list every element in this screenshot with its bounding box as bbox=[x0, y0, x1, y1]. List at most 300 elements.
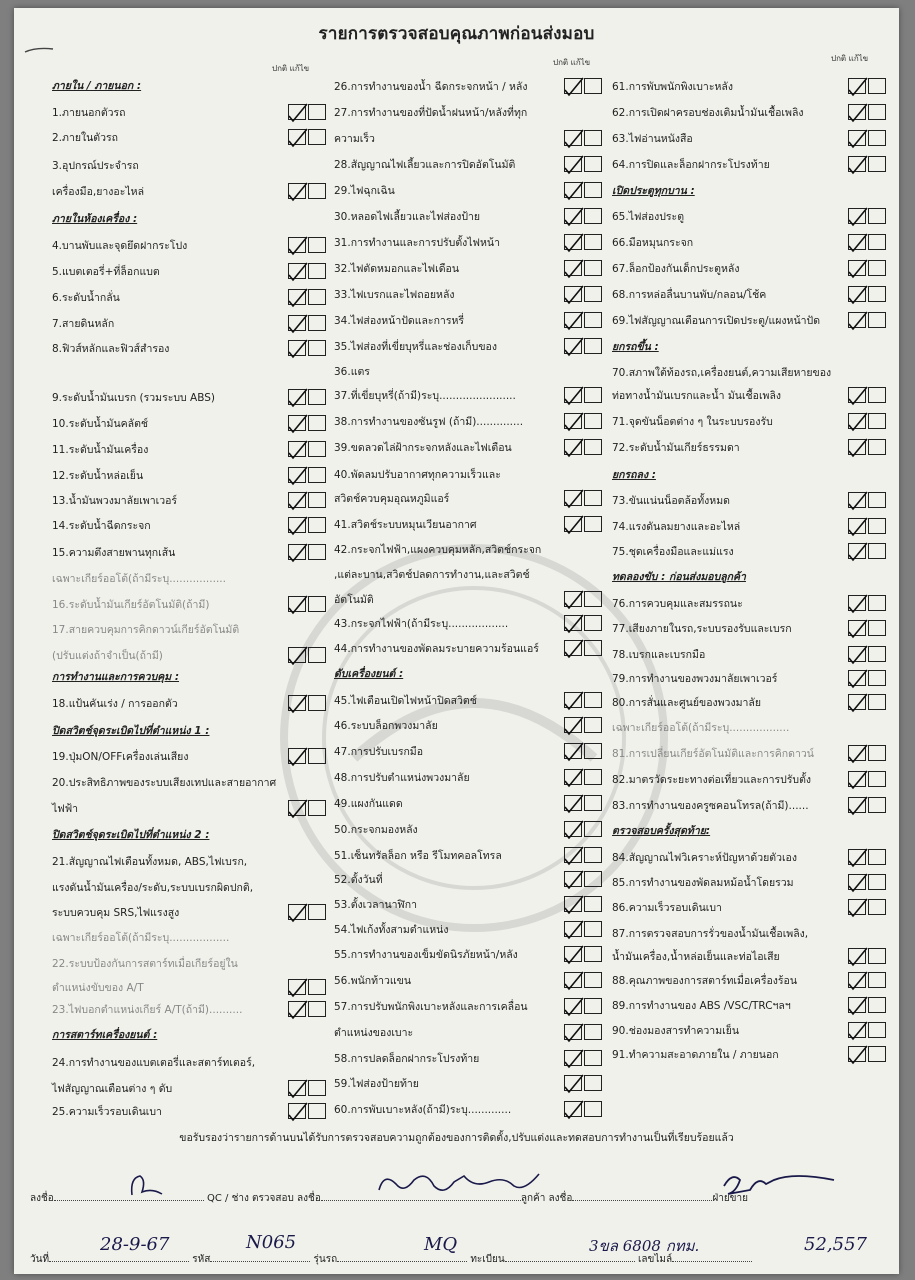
normal-checkbox[interactable] bbox=[288, 129, 306, 145]
normal-checkbox[interactable] bbox=[848, 543, 866, 559]
corrected-checkbox[interactable] bbox=[584, 490, 602, 506]
normal-checkbox[interactable] bbox=[564, 182, 582, 198]
normal-checkbox[interactable] bbox=[848, 234, 866, 250]
normal-checkbox[interactable] bbox=[564, 896, 582, 912]
normal-checkbox[interactable] bbox=[288, 237, 306, 253]
page-title: รายการตรวจสอบคุณภาพก่อนส่งมอบ bbox=[318, 24, 595, 44]
normal-checkbox[interactable] bbox=[564, 871, 582, 887]
col1-item-label: 13.น้ำมันพวงมาลัยเพาเวอร์ bbox=[52, 495, 178, 507]
corrected-checkbox[interactable] bbox=[868, 260, 886, 276]
col3-item-label: 83.การทำงานของครูซคอนโทรล(ถ้ามี)...... bbox=[612, 800, 809, 812]
col3-item-label: 64.การปิดและล็อกฝากระโปรงท้าย bbox=[612, 159, 770, 171]
normal-checkbox[interactable] bbox=[564, 1101, 582, 1117]
col2-checkbox-group bbox=[564, 1024, 606, 1040]
col2-item-label: ,แต่ละบาน,สวิตช์ปลดการทำงาน,และสวิตช์ bbox=[334, 569, 530, 581]
corrected-checkbox[interactable] bbox=[584, 972, 602, 988]
col1-item-label: 11.ระดับน้ำมันเครื่อง bbox=[52, 444, 149, 456]
col1-item-label: ปิดสวิตช์จุดระเบิดไปที่ตำแหน่ง 1 : bbox=[52, 725, 210, 737]
col1-item-label: ภายในห้องเครื่อง : bbox=[52, 213, 138, 225]
normal-checkbox[interactable] bbox=[848, 595, 866, 611]
col2-item-label: 60.การพับเบาะหลัง(ถ้ามี)ระบุ............. bbox=[334, 1104, 512, 1116]
normal-checkbox[interactable] bbox=[564, 692, 582, 708]
col3-checkbox-group bbox=[848, 260, 890, 276]
corrected-checkbox[interactable] bbox=[868, 312, 886, 328]
corrected-checkbox[interactable] bbox=[308, 415, 326, 431]
col2-item-label: 36.แตร bbox=[334, 366, 370, 378]
col3-item-label: 61.การพับพนักพิงเบาะหลัง bbox=[612, 81, 733, 93]
normal-checkbox[interactable] bbox=[288, 904, 306, 920]
col2-item-label: 55.การทำงานของเข็มขัดนิรภัยหน้า/หลัง bbox=[334, 949, 518, 961]
normal-checkbox[interactable] bbox=[288, 695, 306, 711]
normal-checkbox[interactable] bbox=[564, 795, 582, 811]
corrected-checkbox[interactable] bbox=[868, 849, 886, 865]
normal-checkbox[interactable] bbox=[288, 979, 306, 995]
corrected-checkbox[interactable] bbox=[584, 156, 602, 172]
corrected-checkbox[interactable] bbox=[308, 289, 326, 305]
corrected-checkbox[interactable] bbox=[584, 743, 602, 759]
normal-checkbox[interactable] bbox=[848, 413, 866, 429]
corrected-checkbox[interactable] bbox=[584, 847, 602, 863]
col2-checkbox-group bbox=[564, 286, 606, 302]
normal-checkbox[interactable] bbox=[848, 797, 866, 813]
col2-checkbox-group bbox=[564, 387, 606, 403]
check-mark-icon bbox=[563, 233, 585, 253]
normal-checkbox[interactable] bbox=[564, 946, 582, 962]
col3-checkbox-group bbox=[848, 1046, 890, 1062]
mileage-label: เลขไมล์ bbox=[637, 1254, 673, 1265]
normal-checkbox[interactable] bbox=[848, 130, 866, 146]
normal-checkbox[interactable] bbox=[848, 208, 866, 224]
normal-checkbox[interactable] bbox=[288, 104, 306, 120]
col3-item-label: 77.เสียงภายในรถ,ระบบรองรับและเบรก bbox=[612, 623, 792, 635]
normal-checkbox[interactable] bbox=[564, 821, 582, 837]
corrected-checkbox[interactable] bbox=[584, 946, 602, 962]
normal-checkbox[interactable] bbox=[564, 208, 582, 224]
normal-checkbox[interactable] bbox=[564, 387, 582, 403]
corrected-checkbox[interactable] bbox=[868, 543, 886, 559]
col1-item-label: 3.อุปกรณ์ประจำรถ bbox=[52, 160, 139, 172]
normal-checkbox[interactable] bbox=[564, 743, 582, 759]
col3-item-label: 65.ไฟส่องประตู bbox=[612, 211, 685, 223]
col3-checkbox-group bbox=[848, 595, 890, 611]
normal-checkbox[interactable] bbox=[288, 183, 306, 199]
corrected-checkbox[interactable] bbox=[868, 234, 886, 250]
check-mark-icon bbox=[287, 978, 309, 998]
corrected-checkbox[interactable] bbox=[308, 748, 326, 764]
check-mark-icon bbox=[847, 1045, 869, 1065]
normal-checkbox[interactable] bbox=[848, 646, 866, 662]
corrected-checkbox[interactable] bbox=[584, 795, 602, 811]
normal-checkbox[interactable] bbox=[288, 1001, 306, 1017]
col2-checkbox-group bbox=[564, 182, 606, 198]
signature-customer bbox=[374, 1166, 544, 1202]
col2-checkbox-group bbox=[564, 1050, 606, 1066]
col1-checkbox-group bbox=[288, 415, 330, 431]
corrected-checkbox[interactable] bbox=[308, 263, 326, 279]
normal-checkbox[interactable] bbox=[564, 413, 582, 429]
corrected-checkbox[interactable] bbox=[308, 467, 326, 483]
normal-checkbox[interactable] bbox=[848, 156, 866, 172]
normal-checkbox[interactable] bbox=[288, 340, 306, 356]
corrected-checkbox[interactable] bbox=[308, 1080, 326, 1096]
corrected-checkbox[interactable] bbox=[584, 413, 602, 429]
normal-checkbox[interactable] bbox=[564, 717, 582, 733]
normal-checkbox[interactable] bbox=[848, 972, 866, 988]
normal-checkbox[interactable] bbox=[848, 492, 866, 508]
check-mark-icon bbox=[563, 1100, 585, 1120]
check-mark-icon bbox=[847, 645, 869, 665]
col2-item-label: 56.พนักท้าวแขน bbox=[334, 975, 411, 987]
normal-checkbox[interactable] bbox=[848, 104, 866, 120]
col3-item-label: 67.ล็อกป้องกันเด็กประตูหลัง bbox=[612, 263, 740, 275]
normal-checkbox[interactable] bbox=[564, 615, 582, 631]
col3-checkbox-group bbox=[848, 620, 890, 636]
corrected-checkbox[interactable] bbox=[308, 596, 326, 612]
corrected-checkbox[interactable] bbox=[868, 771, 886, 787]
col2-item-label: 40.พัดลมปรับอากาศทุกความเร็วและ bbox=[334, 469, 501, 481]
corrected-checkbox[interactable] bbox=[584, 1024, 602, 1040]
col1-checkbox-group bbox=[288, 237, 330, 253]
check-mark-icon bbox=[563, 1074, 585, 1094]
corrected-checkbox[interactable] bbox=[868, 595, 886, 611]
normal-checkbox[interactable] bbox=[848, 849, 866, 865]
corrected-checkbox[interactable] bbox=[868, 492, 886, 508]
normal-checkbox[interactable] bbox=[564, 260, 582, 276]
corrected-checkbox[interactable] bbox=[584, 182, 602, 198]
corrected-checkbox[interactable] bbox=[868, 972, 886, 988]
corrected-checkbox[interactable] bbox=[868, 413, 886, 429]
corrected-checkbox[interactable] bbox=[868, 130, 886, 146]
col3-item-label: 86.ความเร็วรอบเดินเบา bbox=[612, 902, 722, 914]
normal-checkbox[interactable] bbox=[288, 415, 306, 431]
check-mark-icon bbox=[847, 947, 869, 967]
normal-checkbox[interactable] bbox=[848, 670, 866, 686]
check-mark-icon bbox=[847, 996, 869, 1016]
normal-checkbox[interactable] bbox=[288, 263, 306, 279]
normal-checkbox[interactable] bbox=[848, 771, 866, 787]
check-mark-icon bbox=[563, 489, 585, 509]
col1-item-label: 12.ระดับน้ำหล่อเย็น bbox=[52, 470, 144, 482]
corrected-checkbox[interactable] bbox=[584, 896, 602, 912]
check-mark-icon bbox=[287, 491, 309, 511]
col2-item-label: 31.การทำงานและการปรับตั้งไฟหน้า bbox=[334, 237, 500, 249]
check-mark-icon bbox=[847, 285, 869, 305]
col2-checkbox-group bbox=[564, 439, 606, 455]
check-mark-icon bbox=[287, 903, 309, 923]
normal-checkbox[interactable] bbox=[848, 899, 866, 915]
col1-item-label: เฉพาะเกียร์ออโต้(ถ้ามีระบุ................. bbox=[52, 573, 226, 585]
corrected-checkbox[interactable] bbox=[308, 1103, 326, 1119]
normal-checkbox[interactable] bbox=[848, 518, 866, 534]
corrected-checkbox[interactable] bbox=[584, 312, 602, 328]
corrected-checkbox[interactable] bbox=[308, 544, 326, 560]
col2-item-label: 33.ไฟเบรกและไฟถอยหลัง bbox=[334, 289, 455, 301]
check-mark-icon bbox=[563, 639, 585, 659]
normal-checkbox[interactable] bbox=[288, 647, 306, 663]
col3-checkbox-group bbox=[848, 518, 890, 534]
corrected-checkbox[interactable] bbox=[584, 1075, 602, 1091]
col1-item-label: 25.ความเร็วรอบเดินเบา bbox=[52, 1106, 162, 1118]
normal-checkbox[interactable] bbox=[288, 492, 306, 508]
col1-item-label: ไฟสัญญาณเตือนต่าง ๆ ดับ bbox=[52, 1083, 173, 1095]
normal-checkbox[interactable] bbox=[564, 769, 582, 785]
normal-checkbox[interactable] bbox=[848, 1046, 866, 1062]
col3-item-label: 76.การควบคุมและสมรรถนะ bbox=[612, 598, 743, 610]
col3-checkbox-group bbox=[848, 312, 890, 328]
check-mark-icon bbox=[287, 1079, 309, 1099]
corrected-checkbox[interactable] bbox=[308, 647, 326, 663]
check-mark-icon bbox=[563, 1049, 585, 1069]
col2-checkbox-group bbox=[564, 130, 606, 146]
normal-checkbox[interactable] bbox=[564, 286, 582, 302]
normal-checkbox[interactable] bbox=[848, 260, 866, 276]
corrected-checkbox[interactable] bbox=[584, 208, 602, 224]
corrected-checkbox[interactable] bbox=[584, 338, 602, 354]
check-mark-icon bbox=[847, 129, 869, 149]
normal-checkbox[interactable] bbox=[288, 315, 306, 331]
corrected-checkbox[interactable] bbox=[868, 694, 886, 710]
normal-checkbox[interactable] bbox=[848, 439, 866, 455]
corrected-checkbox[interactable] bbox=[584, 769, 602, 785]
normal-checkbox[interactable] bbox=[848, 1022, 866, 1038]
col2-checkbox-group bbox=[564, 743, 606, 759]
col1-checkbox-group bbox=[288, 1103, 330, 1119]
corrected-checkbox[interactable] bbox=[308, 441, 326, 457]
corrected-checkbox[interactable] bbox=[868, 874, 886, 890]
col2-item-label: 27.การทำงานของที่ปัดน้ำฝนหน้า/หลังที่ทุก bbox=[334, 107, 528, 119]
normal-checkbox[interactable] bbox=[288, 1103, 306, 1119]
corrected-checkbox[interactable] bbox=[868, 745, 886, 761]
corrected-checkbox[interactable] bbox=[868, 78, 886, 94]
check-mark-icon bbox=[563, 768, 585, 788]
col1-checkbox-group bbox=[288, 289, 330, 305]
normal-checkbox[interactable] bbox=[288, 289, 306, 305]
check-mark-icon bbox=[563, 997, 585, 1017]
check-mark-icon bbox=[287, 1000, 309, 1020]
signature-sales bbox=[714, 1166, 844, 1200]
date-value: 28-9-67 bbox=[100, 1234, 170, 1255]
normal-checkbox[interactable] bbox=[564, 847, 582, 863]
col3-item-label: ท่อทางน้ำมันเบรกและน้ำ มันเชื้อเพลิง bbox=[612, 390, 782, 402]
check-mark-icon bbox=[847, 542, 869, 562]
normal-checkbox[interactable] bbox=[564, 130, 582, 146]
corrected-checkbox[interactable] bbox=[308, 695, 326, 711]
corrected-checkbox[interactable] bbox=[584, 286, 602, 302]
corrected-checkbox[interactable] bbox=[584, 921, 602, 937]
col3-item-label: 89.การทำงานของ ABS /VSC/TRCฯลฯ bbox=[612, 1000, 791, 1012]
normal-checkbox[interactable] bbox=[564, 156, 582, 172]
normal-checkbox[interactable] bbox=[848, 387, 866, 403]
normal-checkbox[interactable] bbox=[848, 694, 866, 710]
check-mark-icon bbox=[563, 311, 585, 331]
col2-checkbox-group bbox=[564, 692, 606, 708]
corrected-checkbox[interactable] bbox=[584, 234, 602, 250]
corrected-checkbox[interactable] bbox=[308, 237, 326, 253]
corrected-checkbox[interactable] bbox=[308, 904, 326, 920]
normal-checkbox[interactable] bbox=[564, 972, 582, 988]
customer-label: ลูกค้า bbox=[520, 1193, 546, 1204]
corrected-checkbox[interactable] bbox=[868, 620, 886, 636]
corrected-checkbox[interactable] bbox=[868, 670, 886, 686]
col2-item-label: 42.กระจกไฟฟ้า,แผงควบคุมหลัก,สวิตช์กระจก bbox=[334, 544, 542, 556]
corrected-checkbox[interactable] bbox=[584, 260, 602, 276]
corrected-checkbox[interactable] bbox=[584, 640, 602, 656]
normal-checkbox[interactable] bbox=[288, 467, 306, 483]
corrected-checkbox[interactable] bbox=[308, 979, 326, 995]
col2-item-label: 50.กระจกมองหลัง bbox=[334, 824, 418, 836]
col2-item-label: 53.ตั้งเวลานาฬิกา bbox=[334, 899, 417, 911]
corrected-checkbox[interactable] bbox=[308, 492, 326, 508]
normal-checkbox[interactable] bbox=[564, 78, 582, 94]
corrected-checkbox[interactable] bbox=[584, 821, 602, 837]
corrected-checkbox[interactable] bbox=[308, 1001, 326, 1017]
corrected-checkbox[interactable] bbox=[584, 1050, 602, 1066]
normal-checkbox[interactable] bbox=[848, 874, 866, 890]
corrected-checkbox[interactable] bbox=[308, 129, 326, 145]
normal-checkbox[interactable] bbox=[848, 745, 866, 761]
normal-checkbox[interactable] bbox=[564, 640, 582, 656]
corrected-checkbox[interactable] bbox=[868, 997, 886, 1013]
check-mark-icon bbox=[563, 181, 585, 201]
normal-checkbox[interactable] bbox=[564, 1075, 582, 1091]
corrected-checkbox[interactable] bbox=[584, 516, 602, 532]
model-value: MQ bbox=[424, 1234, 458, 1255]
check-mark-icon bbox=[563, 285, 585, 305]
check-mark-icon bbox=[287, 103, 309, 123]
col2-item-label: 48.การปรับตำแหน่งพวงมาลัย bbox=[334, 772, 470, 784]
corrected-checkbox[interactable] bbox=[584, 130, 602, 146]
normal-checkbox[interactable] bbox=[288, 1080, 306, 1096]
corrected-checkbox[interactable] bbox=[584, 871, 602, 887]
corrected-checkbox[interactable] bbox=[868, 208, 886, 224]
normal-checkbox[interactable] bbox=[564, 1024, 582, 1040]
col1-item-label: 17.สายควบคุมการคิกดาวน์เกียร์อัตโนมัติ bbox=[52, 624, 240, 636]
col1-item-label: 9.ระดับน้ำมันเบรก (รวมระบบ ABS) bbox=[52, 392, 216, 404]
signature-qc bbox=[122, 1170, 172, 1200]
corrected-checkbox[interactable] bbox=[584, 387, 602, 403]
sign-label-sales: ลงชื่อ bbox=[548, 1193, 573, 1204]
normal-checkbox[interactable] bbox=[564, 516, 582, 532]
col2-checkbox-group bbox=[564, 260, 606, 276]
corrected-checkbox[interactable] bbox=[308, 183, 326, 199]
normal-checkbox[interactable] bbox=[288, 544, 306, 560]
normal-checkbox[interactable] bbox=[848, 948, 866, 964]
check-mark-icon bbox=[287, 182, 309, 202]
corrected-checkbox[interactable] bbox=[868, 518, 886, 534]
normal-checkbox[interactable] bbox=[288, 748, 306, 764]
corrected-checkbox[interactable] bbox=[868, 646, 886, 662]
normal-checkbox[interactable] bbox=[848, 312, 866, 328]
corrected-checkbox[interactable] bbox=[868, 1046, 886, 1062]
col1-checkbox-group bbox=[288, 1080, 330, 1096]
corrected-checkbox[interactable] bbox=[584, 692, 602, 708]
corrected-checkbox[interactable] bbox=[584, 1101, 602, 1117]
check-mark-icon bbox=[563, 971, 585, 991]
corrected-checkbox[interactable] bbox=[308, 340, 326, 356]
normal-checkbox[interactable] bbox=[848, 620, 866, 636]
corrected-checkbox[interactable] bbox=[584, 78, 602, 94]
corrected-checkbox[interactable] bbox=[868, 439, 886, 455]
check-mark-icon bbox=[847, 77, 869, 97]
normal-checkbox[interactable] bbox=[564, 338, 582, 354]
corrected-checkbox[interactable] bbox=[308, 517, 326, 533]
col1-item-label: ไฟฟ้า bbox=[52, 803, 79, 815]
col3-checkbox-group bbox=[848, 543, 890, 559]
corrected-checkbox[interactable] bbox=[308, 104, 326, 120]
col1-checkbox-group bbox=[288, 904, 330, 920]
corrected-checkbox[interactable] bbox=[308, 389, 326, 405]
normal-checkbox[interactable] bbox=[564, 234, 582, 250]
corrected-checkbox[interactable] bbox=[584, 717, 602, 733]
corrected-checkbox[interactable] bbox=[868, 104, 886, 120]
col3-checkbox-group bbox=[848, 208, 890, 224]
col1-item-label: 18.แป้นคันเร่ง / การออกตัว bbox=[52, 698, 178, 710]
col2-item-label: 29.ไฟฉุกเฉิน bbox=[334, 185, 395, 197]
normal-checkbox[interactable] bbox=[564, 591, 582, 607]
col3-checkbox-group bbox=[848, 387, 890, 403]
col3-checkbox-group bbox=[848, 797, 890, 813]
check-mark-icon bbox=[287, 595, 309, 615]
plate-label: ทะเบียน bbox=[470, 1254, 505, 1265]
col3-item-label: 85.การทำงานของพัดลมหม้อน้ำโดยรวม bbox=[612, 877, 794, 889]
normal-checkbox[interactable] bbox=[564, 998, 582, 1014]
col2-checkbox-group bbox=[564, 338, 606, 354]
normal-checkbox[interactable] bbox=[288, 596, 306, 612]
col3-item-label: 72.ระดับน้ำมันเกียร์ธรรมดา bbox=[612, 442, 740, 454]
corrected-checkbox[interactable] bbox=[584, 439, 602, 455]
normal-checkbox[interactable] bbox=[848, 997, 866, 1013]
col2-checkbox-group bbox=[564, 821, 606, 837]
check-mark-icon bbox=[563, 742, 585, 762]
normal-checkbox[interactable] bbox=[848, 286, 866, 302]
normal-checkbox[interactable] bbox=[564, 490, 582, 506]
normal-checkbox[interactable] bbox=[564, 439, 582, 455]
normal-checkbox[interactable] bbox=[848, 78, 866, 94]
corrected-checkbox[interactable] bbox=[308, 315, 326, 331]
col2-item-label: 54.ไฟเก้งทั้งสามตำแหน่ง bbox=[334, 924, 449, 936]
corrected-checkbox[interactable] bbox=[868, 899, 886, 915]
check-mark-icon bbox=[287, 466, 309, 486]
corrected-checkbox[interactable] bbox=[868, 797, 886, 813]
col1-item-label: ตำแหน่งขับของ A/T bbox=[52, 982, 144, 994]
corrected-checkbox[interactable] bbox=[584, 615, 602, 631]
col1-item-label: 4.บานพับและจุดยึดฝากระโปง bbox=[52, 240, 188, 252]
corrected-checkbox[interactable] bbox=[584, 591, 602, 607]
normal-checkbox[interactable] bbox=[288, 800, 306, 816]
normal-checkbox[interactable] bbox=[564, 921, 582, 937]
col3-item-label: ยกรถลง : bbox=[612, 469, 656, 481]
col1-checkbox-group bbox=[288, 1001, 330, 1017]
check-mark-icon bbox=[563, 614, 585, 634]
sign-label-qc: ลงชื่อ bbox=[30, 1193, 54, 1204]
normal-checkbox[interactable] bbox=[288, 389, 306, 405]
normal-checkbox[interactable] bbox=[288, 517, 306, 533]
corrected-checkbox[interactable] bbox=[868, 948, 886, 964]
normal-checkbox[interactable] bbox=[288, 441, 306, 457]
normal-checkbox[interactable] bbox=[564, 1050, 582, 1066]
corrected-checkbox[interactable] bbox=[868, 156, 886, 172]
corrected-checkbox[interactable] bbox=[308, 800, 326, 816]
corrected-checkbox[interactable] bbox=[584, 998, 602, 1014]
corrected-checkbox[interactable] bbox=[868, 387, 886, 403]
col3-checkbox-group bbox=[848, 130, 890, 146]
corrected-checkbox[interactable] bbox=[868, 1022, 886, 1038]
col3-item-label: 74.แรงดันลมยางและอะไหล่ bbox=[612, 521, 741, 533]
corrected-checkbox[interactable] bbox=[868, 286, 886, 302]
normal-checkbox[interactable] bbox=[564, 312, 582, 328]
col1-item-label: 15.ความตึงสายพานทุกเส้น bbox=[52, 547, 176, 559]
col2-checkbox-group bbox=[564, 413, 606, 429]
